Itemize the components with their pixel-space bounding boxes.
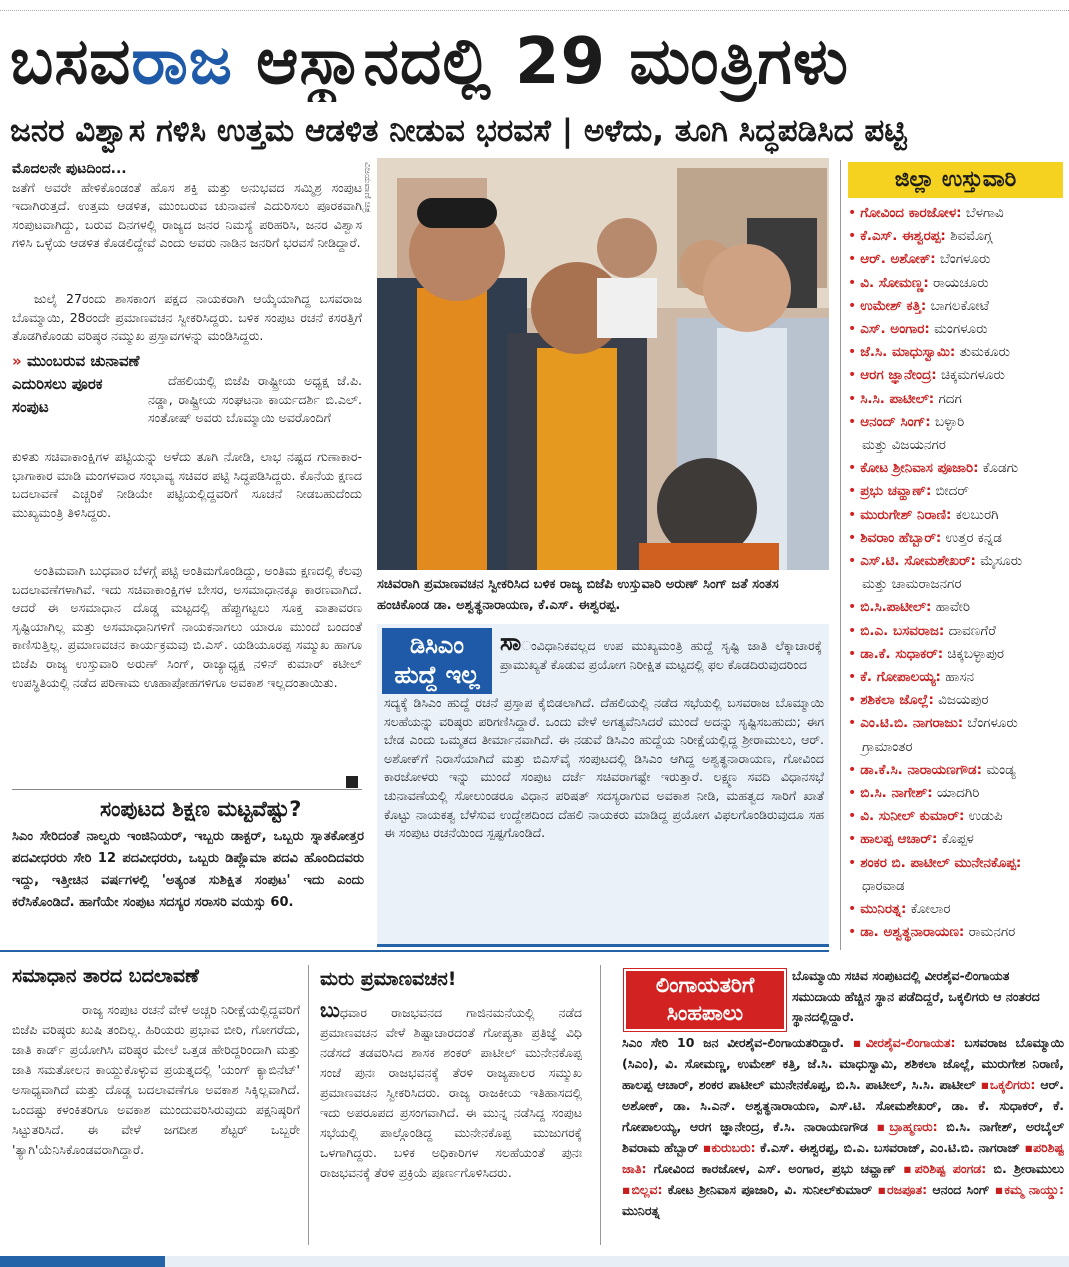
caste-key: ▪ಬ್ರಾಹ್ಮಣರು: [876, 1119, 938, 1134]
bullet-icon: • [848, 297, 857, 314]
minister-name: ಶಿವರಾಂ ಹೆಬ್ಬಾರ್: [860, 529, 942, 546]
district-name: ತುಮಕೂರು [955, 344, 1010, 361]
bullet-icon: • [848, 529, 857, 546]
column-divider [308, 965, 309, 1245]
bullet-icon: • [848, 205, 857, 221]
dcm-text-lead: ಂವಿಧಾನಿಕವಲ್ಲದ ಉಪ ಮುಖ್ಯಮಂತ್ರಿ ಹುದ್ದೆ ಸೃಷ್ಟಿ ಜಾತಿ ಲೆಕ್ಕಾಚಾರಕ್ಕೆ ಪ್ರಾಮುಖ್ಯತೆ ಕೊಡುವ ಪ್ರಯೋಗ ನಿರೀಕ್ಷಿತ ಮಟ್ಟದಲ್ಲಿ ಫಲ ಕೊಡದಿರುವುದರಿಂದ [500, 638, 822, 672]
caste-key: ▪ಪರಿಶಿಷ್ಟ ಜಾತಿ: [622, 1140, 1064, 1176]
subheadline: ಜನರ ವಿಶ್ವಾಸ ಗಳಿಸಿ ಉತ್ತಮ ಆಡಳಿತ ನೀಡುವ ಭರವಸೆ | ಅಳೆದು, ತೂಗಿ ಸಿದ್ಧಪಡಿಸಿದ ಪಟ್ಟಿ [10, 113, 907, 149]
district-item [848, 225, 1067, 248]
district-name: ಬೆಂಗಳೂರು [963, 715, 1018, 732]
dcm-text: ಸದ್ಯಕ್ಕೆ ಡಿಸಿಎಂ ಹುದ್ದೆ ರಚನೆ ಪ್ರಸ್ತಾಪ ಕೈಬಿಡಲಾಗಿದೆ. ದೆಹಲಿಯಲ್ಲಿ ನಡೆದ ಸಭೆಯಲ್ಲಿ ಬಸವರಾಜ ಬೊಮ್ಮಾಯಿ ಸಲಹೆಯನ್ನು ವರಿಷ್ಠರು ಪರಿಗಣಿಸಿದ್ದಾರೆ. ಒಂದು ವೇಳೆ ಅಗತ್ಯವೆನಿಸಿದರೆ ಮುಂದೆ ಅದನ್ನು ಸೃಷ್ಟಿಸಬಹುದು; ಈಗ ಬೇಡ ಎಂದು ಒಮ್ಮತದ ತೀರ್ಮಾನವಾಗಿದೆ. ಈ ನಡುವೆ ಡಿಸಿಎಂ ಹುದ್ದೆಯ ನಿರೀಕ್ಷೆಯಲ್ಲಿದ್ದ ಶ್ರೀರಾಮುಲು, ಆರ್. ಅಶೋಕ್‌ಗೆ ನಿರಾಸೆಯಾಗಿದೆ ಮತ್ತು ಬಿಎಸ್‌ವೈ ಸಂಪುಟದಲ್ಲಿ ಡಿಸಿಎಂ ಆಗಿದ್ದ ಅಶ್ವತ್ಥನಾರಾಯಣ, ಗೋವಿಂದ ಕಾರಜೋಳರು ಇನ್ನು ಮುಂದೆ ಸಂಪುಟ ದರ್ಜೆ ಸಚಿವರಾಗಷ್ಟೇ ಇರುತ್ತಾರೆ. ಲಕ್ಷ್ಮಣ ಸವದಿ ವಿಧಾನಸಭೆ ಚುನಾವಣೆಯಲ್ಲಿ ಸೋಲುಂಡರೂ ವಿಧಾನ ಪರಿಷತ್ ಸದಸ್ಯರಾಗುವ ಅವಕಾಶ ನೀಡಿ, ಮಹತ್ವದ ಸಾರಿಗೆ ಖಾತೆ ಕೊಟ್ಟು ನಾಯಕತ್ವ ಬೆಳೆಸುವ ಉದ್ದೇಶದಿಂದ ದೆಹಲಿ ನಾಯಕರು ಮಾಡಿದ್ದ ಪ್ರಯೋಗ ವಿಫಲಗೊಂಡಿರುವುದೂ ಸಹ ಈ ಸಂಪುಟ ರಚನೆಯಿಂದ ಸ್ಪಷ್ಟಗೊಂಡಿದೆ. [384, 695, 824, 841]
district-item [848, 596, 1067, 619]
minister-name: ಕೆ. ಗೋಪಾಲಯ್ಯ: [860, 669, 941, 686]
district-name: ಚಿಕ್ಕಮಗಳೂರು [936, 367, 1005, 384]
district-name: ಬೆಂಗಳೂರು [935, 251, 991, 268]
minister-name: ಆನಂದ್ ಸಿಂಗ್: [860, 413, 931, 430]
caste-summary: ಸಿಎಂ ಸೇರಿ 10 ಜನ ವೀರಶೈವ-ಲಿಂಗಾಯತರಿದ್ದಾರೆ. [622, 1035, 845, 1050]
pullquote-text: ಮುಂಬರುವ ಚುನಾವಣೆ ಎದುರಿಸಲು ಪೂರಕ ಸಂಪುಟ [12, 352, 140, 416]
column-divider [600, 965, 601, 1245]
minister-name: ಎಸ್.ಟಿ. ಸೋಮಶೇಖರ್: [860, 553, 976, 570]
top-rule [0, 0, 1069, 11]
caste-key: ▪ಬಿಲ್ಲವ: [622, 1182, 663, 1197]
district-name: ಮೈಸೂರು [975, 553, 1023, 570]
bullet-icon: • [848, 460, 857, 477]
district-incharge-list [848, 202, 1067, 952]
minister-name: ಡಾ. ಅಶ್ವತ್ಥನಾರಾಯಣ: [860, 924, 965, 941]
district-name: ರಾಮನಗರ [964, 924, 1016, 941]
cabinet-photo [377, 158, 829, 570]
lingayat-intro: ಬೊಮ್ಮಾಯಿ ಸಚಿವ ಸಂಪುಟದಲ್ಲಿ ವೀರಶೈವ-ಲಿಂಗಾಯತ ಸಮುದಾಯ ಹೆಚ್ಚಿನ ಸ್ಥಾನ ಪಡೆದಿದ್ದರೆ, ಒಕ್ಕಲಿಗರು ಆ ನಂತರದ ಸ್ಥಾನದಲ್ಲಿದ್ದಾರೆ. [792, 968, 1040, 1024]
bottom-rule [0, 950, 829, 952]
maru-dropcap: ಬು [320, 1000, 340, 1022]
paragraph: ಜುಲೈ 27ರಂದು ಶಾಸಕಾಂಗ ಪಕ್ಷದ ನಾಯಕರಾಗಿ ಆಯ್ಕೆಯಾಗಿದ್ದ ಬಸವರಾಜ ಬೊಮ್ಮಾಯಿ, 28ರಂದೇ ಪ್ರಮಾಣವಚನ ಸ್ವೀಕರಿಸಿದ್ದರು. ಬಳಿಕ ಸಂಪುಟ ರಚನೆ ಕಸರತ್ತಿಗೆ ತೊಡಗಿಕೊಂಡು ವರಿಷ್ಠರ ನಮ್ಮುಖ ಪ್ರಸ್ತಾವಗಳನ್ನು ಮಂಡಿಸಿದ್ದರು. [12, 291, 362, 344]
district-name: ಚಿಕ್ಕಬಳ್ಳಾಪುರ [943, 645, 1005, 662]
district-name: ಹಾಸನ [940, 669, 975, 686]
caste-key: ▪ಕಮ್ಮ ನಾಯ್ಡು: [994, 1182, 1064, 1197]
district-item [848, 689, 1067, 712]
bullet-icon: • [848, 854, 857, 871]
pullquote-marker-icon: » [12, 352, 22, 370]
bullet-icon: • [848, 669, 857, 686]
lingayat-tag-line2: ಸಿಂಹಪಾಲು [666, 1001, 744, 1025]
district-ul [848, 202, 1067, 945]
district-name: ಗ್ರಾಮಾಂತರ [862, 738, 913, 755]
column-divider [840, 160, 841, 950]
district-item [848, 852, 1067, 875]
district-name: ಮಂಗಳೂರು [929, 321, 988, 338]
minister-name: ಸಿ.ಸಿ. ಪಾಟೀಲ್: [860, 390, 935, 407]
district-item [848, 434, 1067, 457]
bullet-icon: • [848, 622, 857, 639]
minister-name: ಎಂ.ಟಿ.ಬಿ. ನಾಗರಾಜು: [860, 715, 964, 732]
bullet-icon: • [848, 228, 857, 245]
district-item [848, 504, 1067, 527]
minister-name: ಪ್ರಭು ಚವ್ಹಾಣ್: [860, 483, 932, 500]
headline-part1: ಬಸವ [10, 25, 132, 99]
district-name: ಮಂಡ್ಯ [982, 761, 1016, 778]
minister-name: ಗೋವಿಂದ ಕಾರಜೋಳ: [860, 205, 962, 221]
district-item [848, 457, 1067, 480]
dcm-dropcap: ಸಾ [500, 630, 522, 656]
district-item [848, 272, 1067, 295]
caste-key: ▪ಕುರುಬರು: [702, 1140, 756, 1155]
district-item [848, 875, 1067, 898]
photo-credit [362, 162, 376, 262]
caste-value: ಬಸವರಾಜ ಬೊಮ್ಮಾಯಿ (ಸಿಎಂ), ವಿ. ಸೋಮಣ್ಣ, ಉಮೇಶ್ ಕತ್ತಿ, ಜೆ.ಸಿ. ಮಾಧುಸ್ವಾಮಿ, ಶಶಿಕಲಾ ಜೊಲ್ಲೆ, ಮುರುಗೇಶ ನಿರಾಣಿ, ಹಾಲಪ್ಪ ಆಚಾರ್, ಶಂಕರ ಪಾಟೀಲ್ ಮುನೇನಕೊಪ್ಪ, ಬಿ.ಸಿ. ಪಾಟೀಲ್, ಸಿ.ಸಿ. ಪಾಟೀಲ್ [622, 1035, 1064, 1092]
caste-key: ▪ವೀರಶೈವ-ಲಿಂಗಾಯತ: [852, 1035, 956, 1050]
headline-part3: ಆಸ್ಥಾನದಲ್ಲಿ 29 ಮಂತ್ರಿಗಳು [232, 25, 849, 99]
bullet-icon: • [848, 483, 857, 500]
district-name: ವಿಜಯಪುರ [933, 692, 989, 709]
district-item [848, 295, 1067, 318]
district-item [848, 573, 1067, 596]
bullet-icon: • [848, 367, 857, 384]
minister-name: ಹಾಲಪ್ಪ ಆಚಾರ್: [860, 831, 938, 848]
bullet-icon: • [848, 692, 857, 709]
bullet-icon: • [848, 553, 857, 570]
district-item [848, 341, 1067, 364]
samadhana-text: ರಾಜ್ಯ ಸಂಪುಟ ರಚನೆ ವೇಳೆ ಅಚ್ಚರಿ ನಿರೀಕ್ಷೆಯಲ್ಲಿದ್ದವರಿಗೆ ಬಿಜೆಪಿ ವರಿಷ್ಠರು ಖುಷಿ ತಂದಿಲ್ಲ. ಹಿರಿಯರು ಪ್ರಭಾವ ಬೀರಿ, ಗೋಗರೆದು, ಜಾತಿ ಕಾರ್ಡ್ ಪ್ರಯೋಗಿಸಿ ವರಿಷ್ಠರ ಮೇಲೆ ಒತ್ತಡ ಹೇರಿದ್ದರಿಂದಾಗಿ ಮತ್ತು ಜಾತಿ ಸಮತೋಲನ ಕಾಯ್ದುಕೊಳ್ಳುವ ಪ್ರಯತ್ನದಲ್ಲಿ 'ಯಂಗ್ ಕ್ಯಾಬಿನೆಟ್' ಅಸಾಧ್ಯವಾಗಿದೆ ಮತ್ತು ದೊಡ್ಡ ಬದಲಾವಣೆಗೂ ಅವಕಾಶ ಸಿಕ್ಕಿಲ್ಲವಾಗಿದೆ. ಒಂದಷ್ಟು ಕಳಂಕಿತರಿಗೂ ಅವಕಾಶ ಮುಂದುವರಿಸಿರುವುದು ಪಕ್ಷನಿಷ್ಠರಿಗೆ ಸಿಟ್ಟುತರಿಸಿದೆ. ಈ ವೇಳೆ ಜಗದೀಶ ಶೆಟ್ಟರ್ ಒಬ್ಬರೇ 'ತ್ಯಾಗಿ'ಯೆನಿಸಿಕೊಂಡವರಾಗಿದ್ದಾರೆ. [12, 1002, 300, 1157]
bullet-icon: • [848, 831, 857, 848]
district-name: ಕಲಬುರಗಿ [951, 506, 999, 523]
district-name: ಹಾವೇರಿ [931, 599, 971, 616]
caste-value: ಮುನಿರತ್ನ [622, 1203, 660, 1218]
bullet-icon: • [848, 321, 857, 338]
left-column-intro [12, 160, 362, 292]
paragraph: ಕುಳಿತು ಸಚಿವಾಕಾಂಕ್ಷಿಗಳ ಪಟ್ಟಿಯನ್ನು ಅಳೆದು ತೂಗಿ ನೋಡಿ, ಲಾಭ ನಷ್ಟದ ಗುಣಾಕಾರ- ಭಾಗಾಕಾರ ಮಾಡಿ ಮಂಗಳವಾರ ಸಂಭಾವ್ಯ ಸಚಿವರ ಪಟ್ಟಿ ಸಿದ್ಧಪಡಿಸಿದ್ದರು. ಕೊನೆಯ ಕ್ಷಣದ ಬದಲಾವಣೆ ಎಚ್ಚರಿಕೆ ನೀಡಿಯೇ ಪಟ್ಟಿಯಲ್ಲಿದ್ದವರಿಗೆ ಸೂಚನೆ ನೀಡಬಹುದೆಂದು ಮುಖ್ಯಮಂತ್ರಿ ತಿಳಿಸಿದ್ದರು. [12, 449, 362, 520]
district-name: ಬಾಗಲಕೋಟೆ [926, 297, 990, 314]
caste-key: ▪ಪರಿಶಿಷ್ಟ ಪಂಗಡ: [903, 1161, 987, 1176]
caste-value: ಬಿ.ಸಿ. ನಾಗೇಶ್, ಅರಬೈಲ್ ಶಿವರಾಮ ಹೆಬ್ಬಾರ್ [622, 1119, 1064, 1155]
district-name: ಕೋಲಾರ [906, 901, 951, 918]
bullet-icon: • [848, 344, 857, 361]
district-name: ಬೀದರ್ [931, 483, 969, 500]
district-item [848, 411, 1067, 434]
district-item [848, 480, 1067, 503]
caste-value: ಬಿ. ಶ್ರೀರಾಮುಲು [986, 1161, 1064, 1176]
district-item [848, 643, 1067, 666]
district-item [848, 527, 1067, 550]
maru-body: ಧವಾರ ರಾಜಭವನದ ಗಾಜಿನಮನೆಯಲ್ಲಿ ನಡೆದ ಪ್ರಮಾಣವಚನ ವೇಳೆ ಶಿಷ್ಟಾಚಾರದಂತೆ ಗೋಪ್ಯತಾ ಪ್ರತಿಜ್ಞೆ ವಿಧಿ ನಡೆಸದೆ ತಡವರಿಸಿದ ಶಾಸಕ ಶಂಕರ್ ಪಾಟೀಲ್ ಮುನೇನಕೊಪ್ಪ ಸಂಜೆ ಪುನಃ ರಾಜಭವನಕ್ಕೆ ತೆರಳಿ ರಾಜ್ಯಪಾಲರ ಸಮ್ಮುಖ ಪ್ರಮಾಣವಚನ ಸ್ವೀಕರಿಸಿದರು. ರಾಜ್ಯ ರಾಜಕೀಯ ಇತಿಹಾಸದಲ್ಲಿ ಇದು ಅಪರೂಪದ ಪ್ರಸಂಗವಾಗಿದೆ. ಈ ಮುನ್ನ ನಡೆಸಿದ್ದ ಸಂಪುಟ ಸಭೆಯಲ್ಲಿ ಪಾಲ್ಗೊಂಡಿದ್ದ ಮುನೇನಕೊಪ್ಪ ಮುಜುಗರಕ್ಕೆ ಒಳಗಾಗಿದ್ದರು. ಬಳಿಕ ಅಧಿಕಾರಿಗಳ ಸಲಹೆಯಂತೆ ಪುನಃ ರಾಜಭವನಕ್ಕೆ ತೆರಳಿ ಪ್ರಕ್ರಿಯೆ ಪೂರ್ಣಗೊಳಿಸಿದರು. [320, 1005, 582, 1180]
district-name: ಬೆಳಗಾವಿ [961, 205, 1004, 221]
minister-name: ಎಸ್. ಅಂಗಾರ: [860, 321, 930, 338]
district-item [848, 550, 1067, 573]
bullet-icon: • [848, 901, 857, 918]
maru-text [320, 1000, 582, 1244]
caste-value: ಗೋವಿಂದ ಕಾರಜೋಳ, ಎಸ್. ಅಂಗಾರ, ಪ್ರಭು ಚವ್ಹಾಣ್ [646, 1161, 896, 1176]
district-item [848, 248, 1067, 271]
district-name: ಧಾರವಾಡ [862, 877, 905, 894]
minister-name: ಬಿ.ಸಿ.ಪಾಟೀಲ್: [860, 599, 932, 616]
end-mark [346, 776, 358, 788]
bullet-icon: • [848, 274, 857, 291]
dcm-tag-line2: ಹುದ್ದೆ ಇಲ್ಲ [394, 661, 480, 689]
minister-name: ವಿ. ಸೋಮಣ್ಣ: [860, 274, 929, 291]
district-name: ಯಾದಗಿರಿ [932, 785, 980, 802]
bullet-icon: • [848, 761, 857, 778]
paragraph: ಅಂತಿಮವಾಗಿ ಬುಧವಾರ ಬೆಳಗ್ಗೆ ಪಟ್ಟಿ ಅಂತಿಮಗೊಂಡಿದ್ದು, ಅಂತಿಮ ಕ್ಷಣದಲ್ಲಿ ಕೆಲವು ಬದಲಾವಣೆಗಳಾಗಿವೆ. ಇದು ಸಚಿವಾಕಾಂಕ್ಷಿಗಳ ಬೇಸರ, ಅಸಮಾಧಾನಕ್ಕೂ ಕಾರಣವಾಗಿದೆ. ಆದರೆ ಈ ಅಸಮಾಧಾನ ದೊಡ್ಡ ಮಟ್ಟದಲ್ಲಿ ಹೆಪ್ಪುಗಟ್ಟಲು ಸೂಕ್ತ ವಾತಾವರಣ ಸೃಷ್ಟಿಯಾಗಿಲ್ಲ ಮತ್ತು ಅಸಮಾಧಾನಿಗಳಿಗೆ ನಾಯಕನಾಗಲು ಯಾರೂ ಮುಂದೆ ಬಂದಂತೆ ಕಾಣಿಸುತ್ತಿಲ್ಲ. ಪ್ರಮಾಣವಚನ ಕಾರ್ಯಕ್ರಮವು ಬಿ.ಎಸ್. ಯಡಿಯೂರಪ್ಪ ಸಮ್ಮುಖ ಹಾಗೂ ಬಿಜೆಪಿ ರಾಜ್ಯ ಉಸ್ತುವಾರಿ ಅರುಣ್ ಸಿಂಗ್, ರಾಜ್ಯಾಧ್ಯಕ್ಷ ನಳಿನ್ ಕುಮಾರ್ ಕಟೀಲ್ ಉಪಸ್ಥಿತಿಯಲ್ಲಿ ನಡೆದ ಪರಿಣಾಮ ಊಹಾಪೋಹಗಳಿಗೂ ಅವಕಾಶ ಇಲ್ಲದಂತಾಯಿತು. [12, 563, 362, 690]
caste-value: ಕೋಟ ಶ್ರೀನಿವಾಸ ಪೂಜಾರಿ, ವಿ. ಸುನೀಲ್‌ಕುಮಾರ್ [662, 1182, 873, 1197]
lingayat-tag [624, 969, 786, 1031]
district-name: ಮತ್ತು ವಿಜಯನಗರ [862, 437, 946, 454]
district-item [848, 364, 1067, 387]
district-item [848, 782, 1067, 805]
district-item [848, 759, 1067, 782]
district-name: ಉಡುಪಿ [964, 808, 1003, 825]
bullet-icon: • [848, 924, 857, 941]
minister-name: ಬಿ.ಎ. ಬಸವರಾಜ: [860, 622, 945, 639]
minister-name: ಮುನಿರತ್ನ: [860, 901, 907, 918]
caste-value: ಆನಂದ ಸಿಂಗ್ [927, 1182, 990, 1197]
district-name: ಕೊಪ್ಪಳ [937, 831, 974, 848]
photo-caption: ಸಚಿವರಾಗಿ ಪ್ರಮಾಣವಚನ ಸ್ವೀಕರಿಸಿದ ಬಳಿಕ ರಾಜ್ಯ ಬಿಜೆಪಿ ಉಸ್ತುವಾರಿ ಅರುಣ್ ಸಿಂಗ್ ಜತೆ ಸಂತಸ ಹಂಚಿಕೊಂಡ ಡಾ. ಅಶ್ವತ್ಥನಾರಾಯಣ, ಕೆ.ಎಸ್. ಈಶ್ವರಪ್ಪ. [377, 577, 779, 613]
minister-name: ಬಿ.ಸಿ. ನಾಗೇಶ್: [860, 785, 933, 802]
district-name: ಶಿವಮೊಗ್ಗ [945, 228, 993, 245]
caste-value: ಆರ್. ಅಶೋಕ್, ಡಾ. ಸಿ.ಎನ್. ಅಶ್ವತ್ಥನಾರಾಯಣ, ಎಸ್.ಟಿ. ಸೋಮಶೇಖರ್, ಡಾ. ಕೆ. ಸುಧಾಕರ್, ಕೆ. ಗೋಪಾಲಯ್ಯ, ಆರಗ ಜ್ಞಾನೇಂದ್ರ, ಕೆ.ಸಿ. ನಾರಾಯಣಗೌಡ [622, 1077, 1064, 1134]
pullquote [12, 350, 142, 446]
headline-part2: ರಾಜ [131, 25, 233, 99]
lingayat-tag-line1: ಲಿಂಗಾಯತರಿಗೆ [655, 973, 755, 997]
minister-name: ಆರಗ ಜ್ಞಾನೇಂದ್ರ: [860, 367, 937, 384]
photo-illustration [377, 158, 829, 570]
education-text: ಸಿಎಂ ಸೇರಿದಂತೆ ನಾಲ್ವರು ಇಂಜಿನಿಯರ್, ಇಬ್ಬರು ಡಾಕ್ಟರ್, ಒಬ್ಬರು ಸ್ನಾತಕೋತ್ತರ ಪದವೀಧರರು ಸೇರಿ 12 ಪದವೀಧರರು, ಒಬ್ಬರು ಡಿಪ್ಲೊಮಾ ಪದವಿ ಹೊಂದಿದವರು ಇದ್ದು, ಇತ್ತೀಚಿನ ವರ್ಷಗಳಲ್ಲಿ 'ಅತ್ಯಂತ ಸುಶಿಕ್ಷಿತ ಸಂಪುಟ' ಇದು ಎಂದು ಕರೆಸಿಕೊಂಡಿದೆ. ಹಾಗೆಯೇ ಸಂಪುಟ ಸದಸ್ಯರ ಸರಾಸರಿ ವಯಸ್ಸು 60. [12, 829, 364, 910]
education-title: ಸಂಪುಟದ ಶಿಕ್ಷಣ ಮಟ್ಟವೆಷ್ಟು? [100, 797, 302, 821]
section-divider [12, 789, 362, 790]
caste-key: ▪ರಜಪೂತ: [877, 1182, 928, 1197]
bullet-icon: • [848, 251, 857, 268]
paragraph: ಜತೆಗೆ ಅವರೇ ಹೇಳಿಕೊಂಡಂತೆ ಹೊಸ ಶಕ್ತಿ ಮತ್ತು ಅನುಭವದ ಸಮ್ಮಿಶ್ರ ಸಂಪುಟ ಇದಾಗಿರುತ್ತದೆ. ಉತ್ತಮ ಆಡಳಿತ, ಮುಂಬರುವ ಚುನಾವಣೆ ಎದುರಿಸಲು ಪೂರಕವಾಗಿ ಸಂಪುಟವಾಗಿದ್ದು, ಬರುವ ದಿನಗಳಲ್ಲಿ ರಾಜ್ಯದ ಜನರ ನಿಮಸ್ಯೆ ಪರಿಹರಿಸಿ, ಜನರ ವಿಶ್ವಾಸ ಗಳಿಸಿ ಒಳ್ಳೆಯ ಆಡಳಿತ ಕೊಡಲಿದ್ದೇವೆ ಎಂದು ಅವರು ನಾಡಿನ ಜನರಿಗೆ ಭರವಸೆ ನೀಡಿದ್ದಾರೆ. [12, 179, 362, 251]
minister-name: ಮುರುಗೇಶ್ ನಿರಾಣಿ: [860, 506, 952, 523]
bullet-icon: • [848, 599, 857, 616]
district-name: ಗದಗ [934, 390, 962, 407]
district-name: ಮತ್ತು ಚಾಮರಾಜನಗರ [862, 576, 962, 593]
district-item [848, 921, 1067, 944]
district-name: ಉತ್ತರ ಕನ್ನಡ [941, 529, 1002, 546]
district-item [848, 805, 1067, 828]
minister-name: ಕೆ.ಎಸ್. ಈಶ್ವರಪ್ಪ: [860, 228, 946, 245]
district-item [848, 620, 1067, 643]
minister-name: ವಿ. ಸುನೀಲ್ ಕುಮಾರ್: [860, 808, 965, 825]
minister-name: ಶಶಿಕಲಾ ಜೊಲ್ಲೆ: [860, 692, 934, 709]
district-name: ಬಳ್ಳಾರಿ [930, 413, 965, 430]
minister-name: ಶಂಕರ ಬಿ. ಪಾಟೀಲ್ ಮುನೇನಕೊಪ್ಪ: [860, 854, 1022, 871]
bullet-icon: • [848, 808, 857, 825]
bullet-icon: • [848, 785, 857, 802]
district-incharge-title: ಜಿಲ್ಲಾ ಉಸ್ತುವಾರಿ [848, 162, 1063, 198]
district-name: ಕೊಡಗು [978, 460, 1019, 477]
bullet-icon: • [848, 506, 857, 523]
district-item [848, 666, 1067, 689]
bullet-icon: • [848, 715, 857, 732]
maru-title: ಮರು ಪ್ರಮಾಣವಚನ! [320, 968, 457, 990]
district-item [848, 712, 1067, 735]
district-name: ದಾವಣಗೆರೆ [944, 622, 996, 639]
district-item [848, 736, 1067, 759]
district-item [848, 388, 1067, 411]
caste-breakdown [622, 1032, 1064, 1246]
samadhana-title: ಸಮಾಧಾನ ತಾರದ ಬದಲಾವಣೆ [12, 965, 199, 987]
photo-credit-text: ವಿಜಯವಾಣಿ ಚಿತ್ರ [362, 162, 372, 213]
district-item [848, 828, 1067, 851]
bullet-icon: • [848, 390, 857, 407]
minister-name: ಡಾ.ಕೆ.ಸಿ. ನಾರಾಯಣಗೌಡ: [860, 761, 983, 778]
district-item [848, 318, 1067, 341]
continued-lead: ಮೊದಲನೇ ಪುಟದಿಂದ... [12, 161, 127, 177]
district-name: ರಾಯಚೂರು [928, 274, 989, 291]
caste-value: ಕೆ.ಎಸ್. ಈಶ್ವರಪ್ಪ, ಬಿ.ಎ. ಬಸವರಾಜ್, ಎಂ.ಟಿ.ಬಿ. ನಾಗರಾಜ್ [755, 1140, 1021, 1155]
minister-name: ಆರ್. ಅಶೋಕ್: [860, 251, 936, 268]
minister-name: ಡಾ.ಕೆ. ಸುಧಾಕರ್: [860, 645, 944, 662]
bottom-accent [0, 1256, 165, 1267]
paragraph-top: ದೆಹಲಿಯಲ್ಲಿ ಬಿಜೆಪಿ ರಾಷ್ಟ್ರೀಯ ಅಧ್ಯಕ್ಷ ಜೆ.ಪಿ. ನಡ್ಡಾ, ರಾಷ್ಟ್ರೀಯ ಸಂಘಟನಾ ಕಾರ್ಯದರ್ಶಿ ಬಿ.ಎಲ್. ಸಂತೋಷ್ ಅವರು ಬೊಮ್ಮಾಯಿ ಅವರೊಂದಿಗೆ [148, 373, 362, 426]
dcm-tag [382, 628, 492, 694]
caste-key: ▪ಒಕ್ಕಲಿಗರು: [980, 1077, 1036, 1092]
district-item [848, 202, 1067, 225]
headline [10, 22, 1060, 102]
minister-name: ಜೆ.ಸಿ. ಮಾಧುಸ್ವಾಮಿ: [860, 344, 956, 361]
bullet-icon: • [848, 413, 857, 430]
dcm-tag-line1: ಡಿಸಿಎಂ [410, 631, 464, 659]
bullet-icon: • [848, 645, 857, 662]
dcm-text-top [500, 630, 822, 692]
minister-name: ಉಮೇಶ್ ಕತ್ತಿ: [860, 297, 927, 314]
district-item [848, 898, 1067, 921]
minister-name: ಕೋಟ ಶ್ರೀನಿವಾಸ ಪೂಜಾರಿ: [860, 460, 979, 477]
